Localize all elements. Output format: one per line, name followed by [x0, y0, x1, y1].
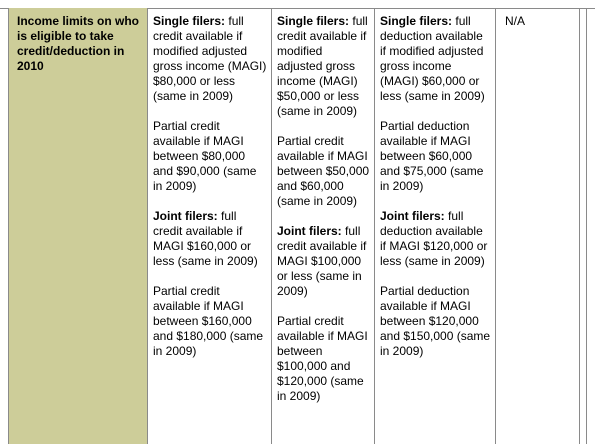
- single-filers-text: full credit available if modified adjusted gross income (MAGI) $80,000 or less (same in 2009): [153, 14, 267, 103]
- partial-joint-paragraph: Partial credit available if MAGI between $160,000 and $180,000 (same in 2009): [153, 284, 264, 358]
- single-filers-text: full deduction available if modified adjusted gross income (MAGI) $60,000 or less (same in 2009): [380, 14, 485, 103]
- single-filers-label: Single filers:: [277, 14, 350, 28]
- joint-filers-paragraph: [153, 209, 267, 269]
- joint-filers-text: full credit available if MAGI $160,000 or less (same in 2009): [153, 209, 258, 268]
- cell-column-4: [495, 8, 580, 444]
- partial-joint-paragraph: Partial credit available if MAGI between $100,000 and $120,000 (same in 2009): [277, 314, 368, 403]
- joint-filers-paragraph: [277, 224, 370, 299]
- single-filers-text: full credit available if modified adjusted gross income (MAGI) $50,000 or less (same in 2009): [277, 14, 368, 118]
- joint-filers-label: Joint filers:: [153, 209, 218, 223]
- joint-filers-text: full credit available if MAGI $100,000 or less (same in 2009): [277, 224, 367, 298]
- partial-joint-paragraph: Partial deduction available if MAGI between $120,000 and $150,000 (same in 2009): [380, 284, 491, 358]
- single-filers-label: Single filers:: [153, 14, 226, 28]
- cell-column-3: [374, 8, 495, 444]
- not-applicable-text: N/A: [505, 14, 526, 28]
- single-filers-paragraph: [380, 14, 491, 104]
- row-header-text: Income limits on who is eligible to take credit/deduction in 2010: [17, 14, 140, 73]
- row-header-cell: [8, 8, 147, 444]
- joint-filers-text: full deduction available if MAGI $120,000 or less (same in 2009): [380, 209, 488, 268]
- joint-filers-label: Joint filers:: [277, 224, 342, 238]
- partial-single-paragraph: Partial credit available if MAGI between $80,000 and $90,000 (same in 2009): [153, 119, 257, 193]
- next-column-edge: [586, 8, 595, 444]
- single-filers-label: Single filers:: [380, 14, 453, 28]
- single-filers-paragraph: [277, 14, 370, 119]
- joint-filers-label: Joint filers:: [380, 209, 445, 223]
- cell-column-2: [271, 8, 374, 444]
- cell-column-1: [147, 8, 271, 444]
- partial-single-paragraph: Partial credit available if MAGI between $50,000 and $60,000 (same in 2009): [277, 134, 370, 208]
- joint-filers-paragraph: [380, 209, 491, 269]
- partial-single-paragraph: Partial deduction available if MAGI between $60,000 and $75,000 (same in 2009): [380, 119, 484, 193]
- single-filers-paragraph: [153, 14, 267, 104]
